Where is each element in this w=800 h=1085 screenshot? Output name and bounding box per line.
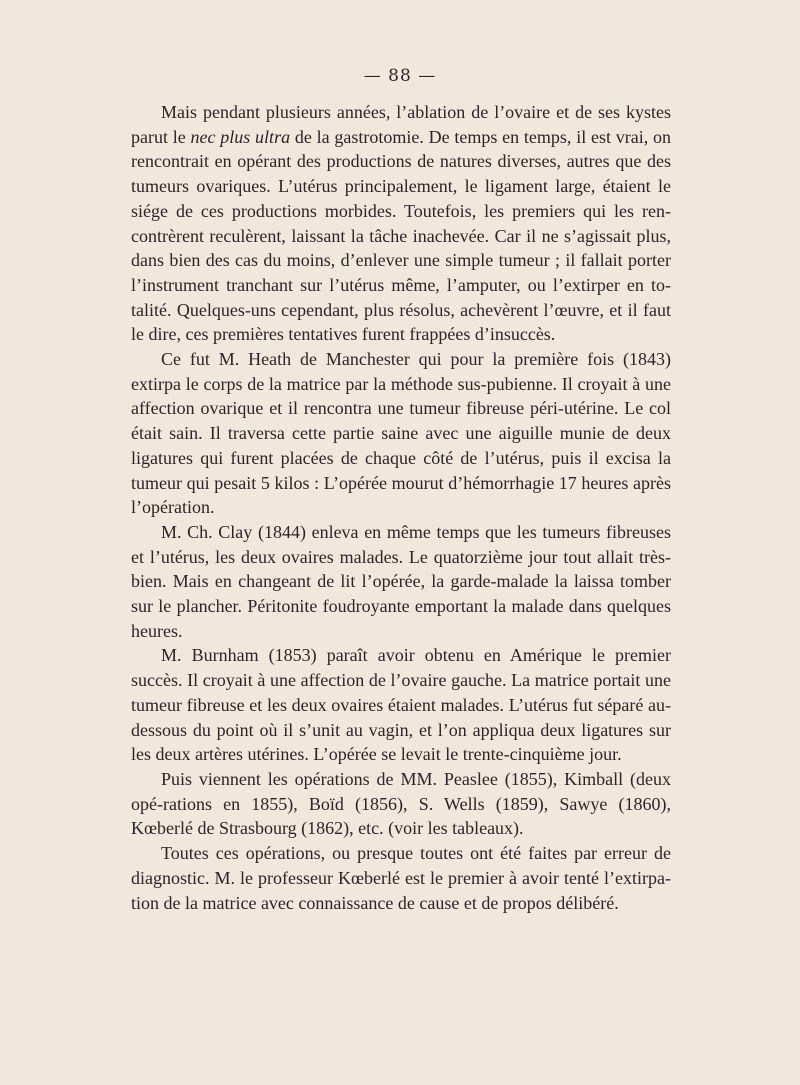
body-text xyxy=(131,100,671,915)
paragraph-clay: M. Ch. Clay (1844) enleva en même temps que les tumeurs fibreuses et l’utérus, les deux ovaires malades. Le quatorzième jour tout allait très-bien. Mais en changeant de lit l’opérée, la garde-malade la laissa tomber sur le plancher. Péritonite foudroyante emportant la malade dans quelques heures. xyxy=(131,521,671,641)
paragraph-koeberle: Toutes ces opérations, ou presque toutes ont été faites par erreur de diagnostic. M. le professeur Kœberlé est le premier à avoir tenté l’extirpa-tion de la matrice avec connaissance de cause et de propos délibéré. xyxy=(131,843,671,913)
paragraph-burnham: M. Burnham (1853) paraît avoir obtenu en Amérique le premier succès. Il croyait à une affection de l’ovaire gauche. La matrice portait une tumeur fibreuse et les deux ovaires étaient malades. L’utérus fut séparé au-dessous du point où il s’unit au vagin, et l’on appliqua deux ligatures sur les deux artères utérines. L’opérée se levait le trente-cinquième jour. xyxy=(131,645,671,765)
page-number: — 88 — xyxy=(363,66,437,86)
paragraph-operations-list: Puis viennent les opérations de MM. Peaslee (1855), Kimball (deux opé-rations en 1855), Boïd (1856), S. Wells (1859), Sawye (1860), Kœberlé de Strasbourg (1862), etc. (voir les tableaux). xyxy=(131,768,671,839)
latin-phrase: nec plus ultra xyxy=(190,126,291,147)
paragraph-ablation xyxy=(131,100,671,347)
paragraph-ablation-text-start: Mais pendant plusieurs années, l’ablation de l’ovaire et de ses kystes parut le xyxy=(131,102,671,147)
paragraph-heath: Ce fut M. Heath de Manchester qui pour la première fois (1843) extirpa le corps de la matrice par la méthode sus-pubienne. Il croyait à une affection ovarique et il rencontra une tumeur fibreuse péri-utérine. Le col était sain. Il traversa cette partie saine avec une aiguille munie de deux ligatures qui furent placées de chaque côté de l’utérus, puis il excisa la tumeur qui pesait 5 kilos : L’opérée mourut d’hémorrhagie 17 heures après l’opération. xyxy=(131,349,671,518)
paragraph-ablation-text-end: de la gastrotomie. De temps en temps, il est vrai, on rencontrait en opérant des productions de natures diverses, autres que des tumeurs ovariques. L’utérus principalement, le ligament large, étaient le siége de ces productions morbides. Toutefois, les premiers qui les ren-contrèrent reculèrent, laissant la tâche inachevée. Car il ne s’agissait plus, dans bien des cas du moins, d’enlever une simple tumeur ; il fallait porter l’instrument tranchant sur l’utérus même, l’amputer, ou l’extirper en to-talité. Quelques-uns cependant, plus résolus, achevèrent l’œuvre, et il faut le dire, ces premières tentatives furent frappées d’insuccès. xyxy=(131,126,671,345)
